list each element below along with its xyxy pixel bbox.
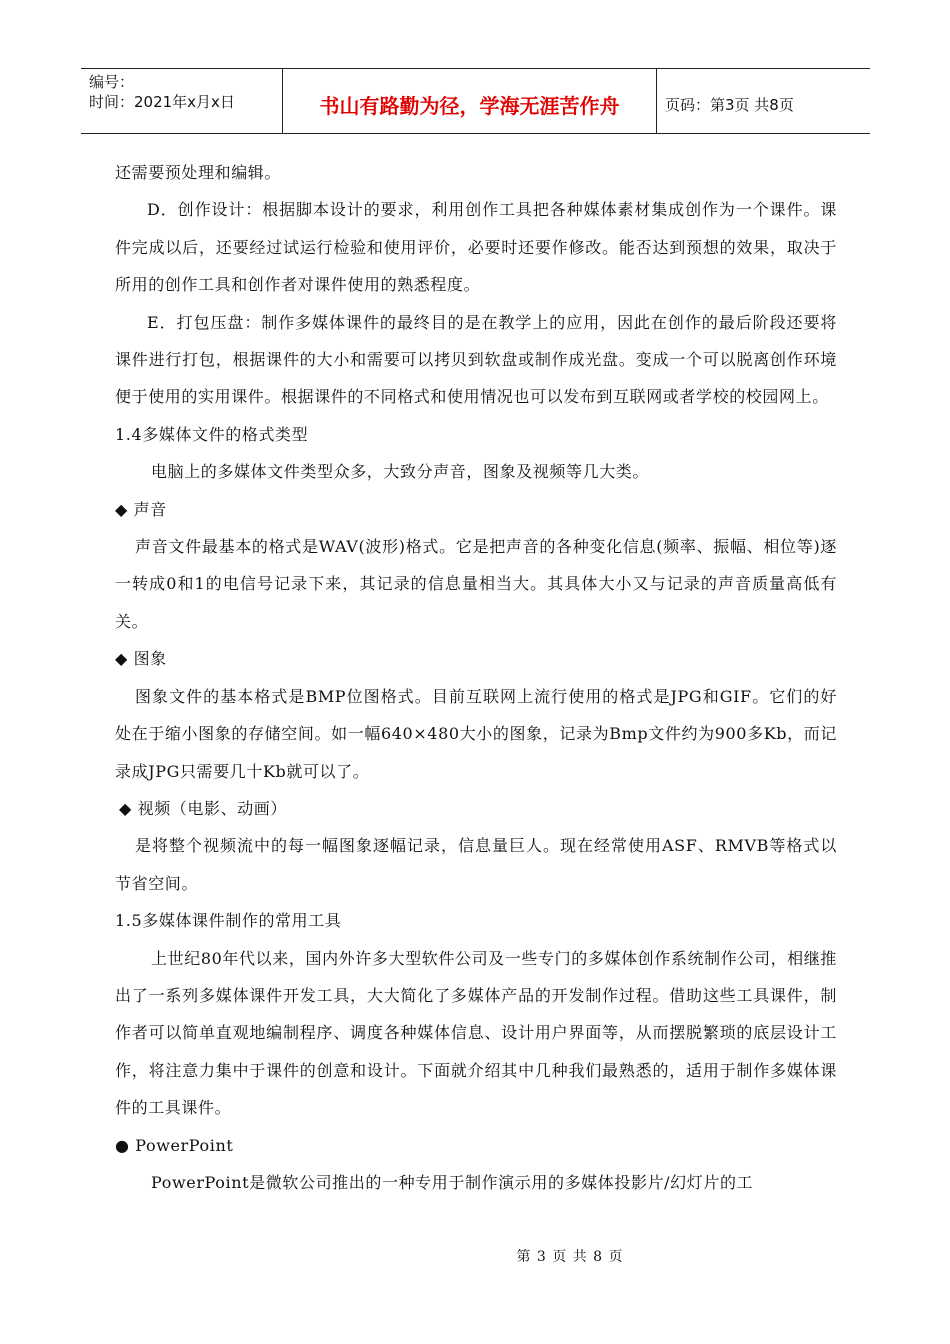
bullet-heading: ◆ 声音 (115, 499, 167, 519)
paragraph: 电脑上的多媒体文件类型众多，大致分声音，图象及视频等几大类。 (151, 462, 650, 482)
paragraph: D．创作设计：根据脚本设计的要求，利用创作工具把各种媒体素材集成创作为一个课件。课件完成以后，还要经过试运行检验和使用评价，必要时还要作修改。能否达到预想的效果，取决于所用的创作工具和创作者对课件使用的熟悉程度。 (115, 200, 837, 295)
document-header (81, 68, 870, 134)
date-label: 时间：2021年x月x日 (89, 93, 235, 111)
page-footer (0, 1246, 950, 1266)
number-label: 编号： (89, 73, 135, 91)
paragraph: PowerPoint是微软公司推出的一种专用于制作演示用的多媒体投影片/幻灯片的工 (151, 1172, 754, 1192)
section-heading: 1.5多媒体课件制作的常用工具 (115, 911, 342, 931)
bullet-heading: ● PowerPoint (115, 1135, 234, 1155)
paragraph: 上世纪80年代以来，国内外许多大型软件公司及一些专门的多媒体创作系统制作公司，相继推出了一系列多媒体课件开发工具，大大简化了多媒体产品的开发制作过程。借助这些工具课件，制作者可以简单直观地编制程序、调度各种媒体信息、设计用户界面等，从而摆脱繁琐的底层设计工作，将注意力集中于课件的创意和设计。下面就介绍其中几种我们最熟悉的，适用于制作多媒体课件的工具课件。 (115, 948, 837, 1118)
header-meta-cell (81, 69, 283, 133)
paragraph: E．打包压盘：制作多媒体课件的最终目的是在教学上的应用，因此在创作的最后阶段还要将课件进行打包，根据课件的大小和需要可以拷贝到软盘或制作成光盘。变成一个可以脱离创作环境便于使用的实用课件。根据课件的不同格式和使用情况也可以发布到互联网或者学校的校园网上。 (115, 312, 837, 407)
footer-page-number: 第 3 页 共 8 页 (516, 1249, 624, 1265)
paragraph: 是将整个视频流中的每一幅图象逐幅记录，信息量巨人。现在经常使用ASF、RMVB等格式以节省空间。 (115, 836, 837, 893)
bullet-heading: ◆ 图象 (115, 649, 167, 669)
paragraph: 图象文件的基本格式是BMP位图格式。目前互联网上流行使用的格式是JPG和GIF。它们的好处在于缩小图象的存储空间。如一幅640×480大小的图象，记录为Bmp文件约为900多Kb，而记录成JPG只需要几十Kb就可以了。 (115, 686, 837, 781)
paragraph: 声音文件最基本的格式是WAV(波形)格式。它是把声音的各种变化信息(频率、振幅、相位等)逐一转成0和1的电信号记录下来，其记录的信息量相当大。其具体大小又与记录的声音质量高低有关。 (115, 537, 837, 631)
bullet-heading: ◆ 视频（电影、动画） (119, 798, 287, 818)
header-motto: 书山有路勤为径，学海无涯苦作舟 (283, 69, 657, 133)
header-page-label: 页码：第3页 共8页 (665, 95, 794, 114)
paragraph: 还需要预处理和编辑。 (115, 163, 282, 182)
document-body (115, 154, 837, 1201)
section-heading: 1.4多媒体文件的格式类型 (115, 424, 309, 444)
